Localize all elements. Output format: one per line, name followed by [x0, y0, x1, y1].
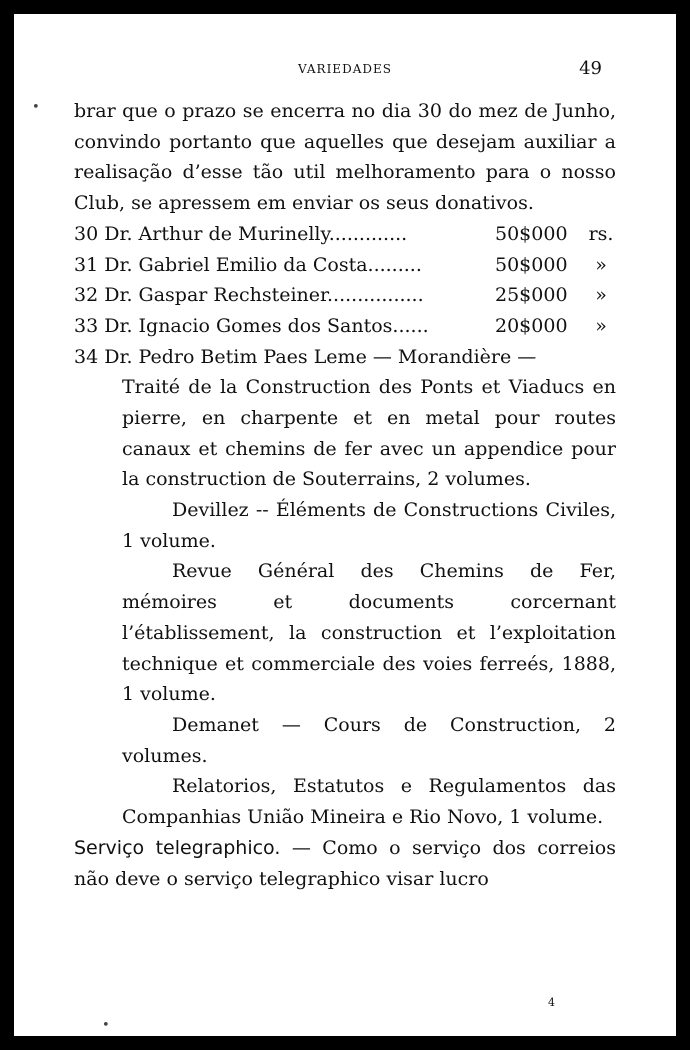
section-title: Serviço telegraphico.	[74, 836, 281, 859]
donation-amount: 50$000	[495, 253, 568, 276]
book-donation-entry	[74, 342, 616, 833]
donor-name: 31 Dr. Gabriel Emilio da Costa.........	[74, 253, 422, 276]
donation-amount: 50$000	[495, 222, 568, 245]
donation-unit: »	[595, 253, 607, 276]
donation-unit: »	[595, 314, 607, 337]
running-head: VARIEDADES	[298, 62, 392, 76]
margin-mark: •	[32, 100, 40, 115]
donation-entry	[74, 250, 616, 281]
page	[14, 14, 676, 1036]
intro-paragraph: brar que o prazo se encerra no dia 30 do mez de Junho, convindo portanto que aquelles que desejam auxiliar a realisação d’esse tão util melhoramento para o nosso Club, se apressem em enviar os seus donativos.	[74, 100, 616, 215]
book-item: Devillez -- Éléments de Constructions Civiles, 1 volume.	[122, 499, 616, 552]
donation-amount: 25$000	[495, 284, 568, 307]
donor-name: 30 Dr. Arthur de Murinelly.............	[74, 222, 408, 245]
donor-name: 33 Dr. Ignacio Gomes dos Santos......	[74, 314, 429, 337]
book-item: Relatorios, Estatutos e Regulamentos das Companhias União Mineira e Rio Novo, 1 volume.	[122, 775, 616, 829]
donor-name: 32 Dr. Gaspar Rechsteiner................	[74, 284, 424, 307]
margin-mark: •	[102, 1018, 110, 1033]
donor-line: 34 Dr. Pedro Betim Paes Leme — Morandière —	[74, 345, 537, 368]
page-number: 49	[579, 58, 602, 79]
book-item: Demanet — Cours de Construction, 2 volumes.	[122, 714, 616, 767]
donation-unit: »	[595, 284, 607, 307]
page-body	[74, 96, 616, 894]
book-list	[74, 372, 616, 833]
book-item: Traité de la Construction des Ponts et Viaducs en pierre, en charpente et en metal pour routes canaux et chemins de fer avec un appendice pour la construction de Souterrains, 2 volumes.	[122, 376, 616, 491]
book-item: Revue Général des Chemins de Fer, mémoires et documents corcernant l’établissement, la construction et l’exploitation technique et commerciale des voies ferreés, 1888, 1 volume.	[122, 560, 616, 706]
page-header	[14, 54, 676, 84]
signature-mark: 4	[548, 996, 555, 1009]
section-paragraph	[74, 833, 616, 894]
section-text: — Como o serviço dos correios não deve o serviço telegraphico visar lucro	[74, 836, 616, 890]
donation-entry	[74, 280, 616, 311]
donation-amount: 20$000	[495, 314, 568, 337]
donation-unit: rs.	[588, 222, 614, 245]
donation-entry	[74, 311, 616, 342]
donation-entry	[74, 219, 616, 250]
